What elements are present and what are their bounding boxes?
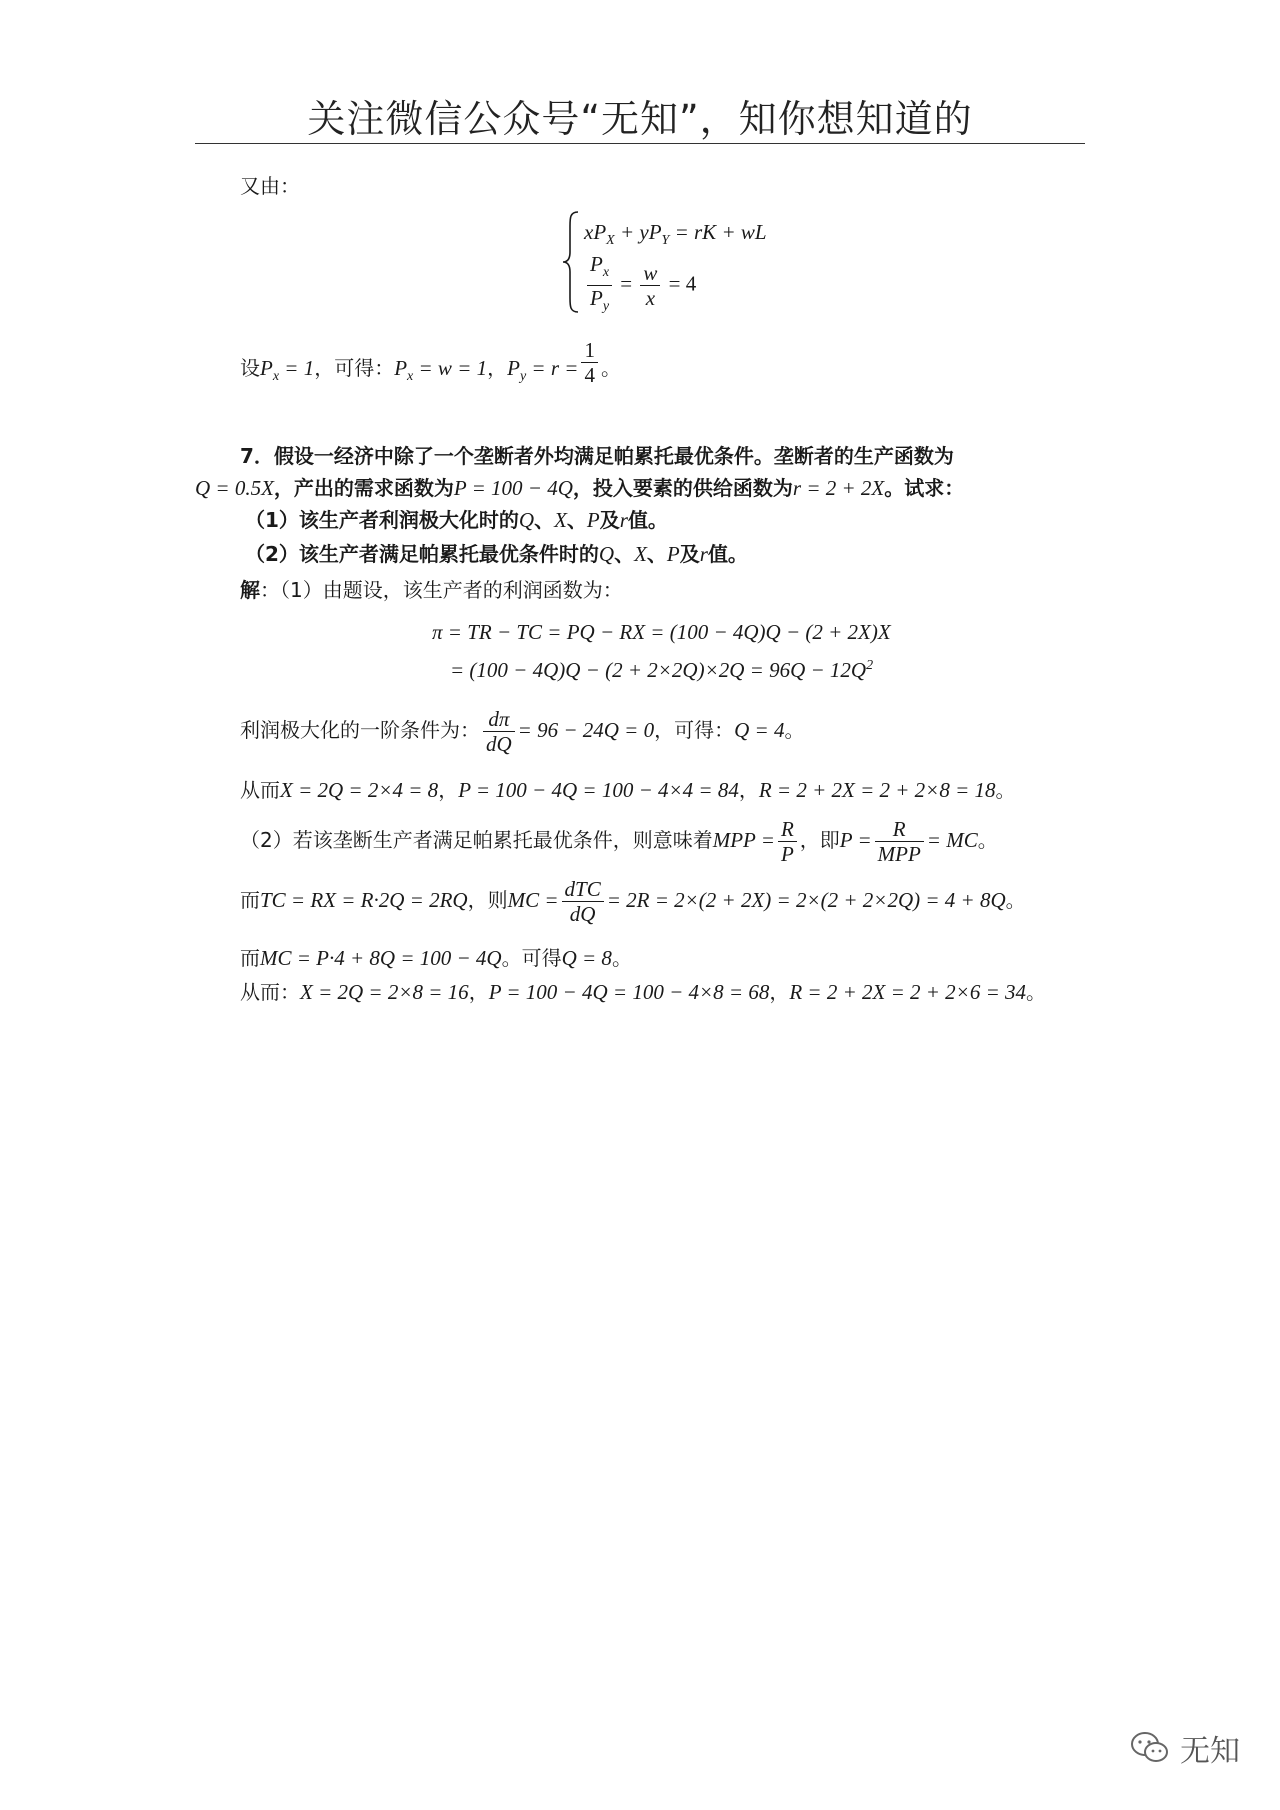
profit-equation-2: = $(100 - 4Q)Q - (2 + 2\times 2Q)\times 2Q = 96Q - 12Q^2$: [450, 658, 874, 682]
foc-line: 利润极大化的一阶条件为： $\frac{d\pi}{dQ}$ = 96 − 24Q = 0，可得：Q = 4。: [240, 707, 805, 756]
watermark: [1130, 1726, 1240, 1770]
thus-line: 从而X = 2Q = 2×4 = 8，P = 100 − 4Q = 100 − 4×4 = 84，R = 2 + 2X = 2 + 2×8 = 18。: [240, 778, 1016, 802]
final-line: 从而：X = 2Q = 2×8 = 16，P = 100 − 4Q = 100 − 4×8 = 68，R = 2 + 2X = 2 + 2×6 = 34。: [240, 980, 1047, 1004]
system-equation-2: $\frac{P_x}{P_y}$ = $\frac{w}{x}$ = 4: [584, 253, 767, 318]
intro-text: 又由：: [240, 174, 300, 198]
watermark-text: 无知: [1180, 1734, 1240, 1769]
wechat-icon: [1130, 1731, 1170, 1765]
result-line: 设$P_x = 1$，可得：$P_x = w = 1$，$P_y = r$ = $\frac{1}{4}$ 。: [240, 338, 621, 387]
problem7-question2: （2）该生产者满足帕累托最优条件时的Q、X、P及r值。: [245, 542, 748, 566]
system-equation-1: $xP_X + yP_Y$ = rK + wL: [584, 220, 767, 249]
tc-line: 而TC = RX = R·2Q = 2RQ，则MC = $\frac{\text{dTC}}{dQ}$ = 2R = 2×(2 + 2X) = 2×(2 + 2×2Q) = 4 + 8Q。: [240, 877, 1026, 926]
problem7-line2: Q = 0.5X，产出的需求函数为P = 100 − 4Q，投入要素的供给函数为r = 2 + 2X。试求：: [195, 476, 965, 500]
page-header-title: 关注微信公众号“无知”，知你想知道的: [307, 97, 973, 141]
problem7-question1: （1）该生产者利润极大化时的Q、X、P及r值。: [245, 508, 668, 532]
header-divider: [195, 143, 1085, 144]
profit-equation-1: π = TR − TC = PQ − RX = (100 − 4Q)Q − (2 + 2X)X: [432, 620, 891, 644]
mc-line: 而MC = P·4 + 8Q = 100 − 4Q。可得Q = 8。: [240, 946, 632, 970]
solution-intro: 解：（1）由题设，该生产者的利润函数为：: [240, 578, 623, 602]
problem7-line1: 7．假设一经济中除了一个垄断者外均满足帕累托最优条件。垄断者的生产函数为: [240, 444, 954, 468]
part2-line: （2）若该垄断生产者满足帕累托最优条件，则意味着MPP = $\frac{R}{P}$ ，即P = $\frac{R}{\text{MPP}}$ = MC。: [240, 817, 998, 866]
left-brace-icon: [560, 210, 582, 314]
